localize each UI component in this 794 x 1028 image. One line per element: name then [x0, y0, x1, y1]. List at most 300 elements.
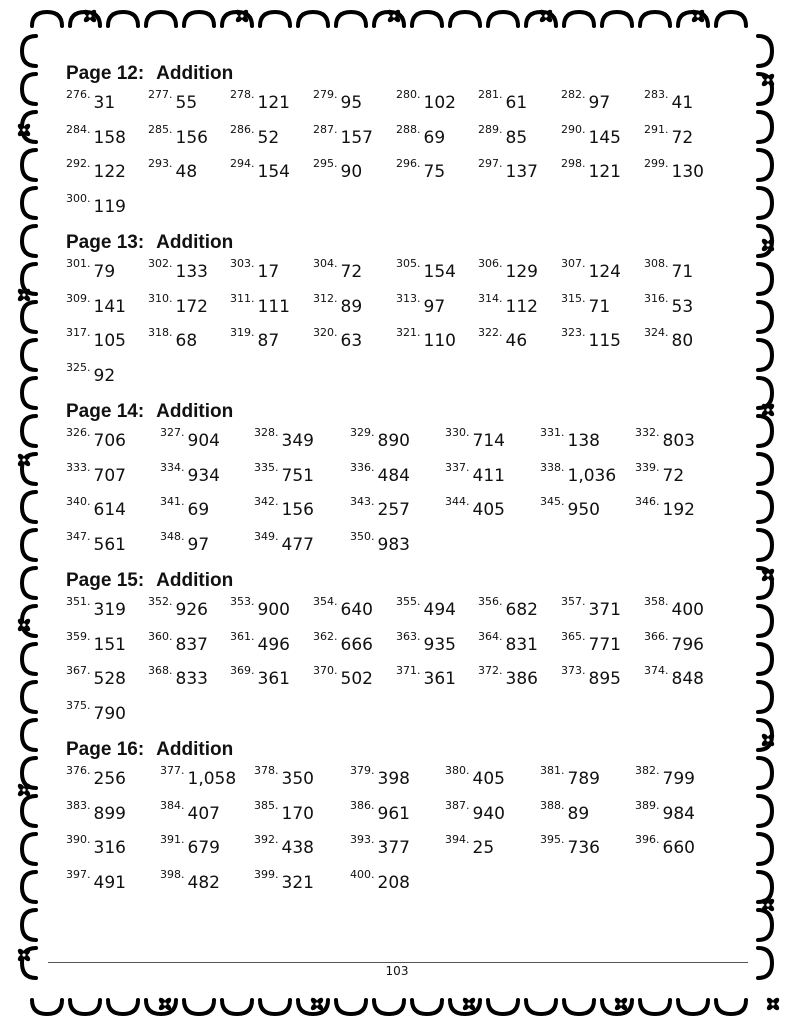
answer-item	[540, 424, 600, 459]
section-page-label: Page 16:	[66, 739, 145, 760]
answer-row	[66, 697, 756, 732]
problem-number: 365.	[561, 629, 586, 643]
answer-value: 72	[340, 262, 363, 282]
answer-value: 477	[281, 535, 314, 556]
problem-number: 380.	[445, 764, 470, 777]
flower-icon	[766, 997, 781, 1012]
flower-icon	[761, 403, 776, 418]
problem-number: 342.	[254, 495, 279, 509]
answer-value: 961	[377, 803, 410, 824]
answer-value: 484	[377, 465, 410, 486]
answer-value: 192	[662, 500, 695, 521]
scallop-curl	[22, 340, 36, 370]
problem-number: 307.	[561, 257, 586, 270]
flower-icon	[310, 997, 325, 1012]
scallop-curl	[758, 454, 772, 484]
problem-number: 364.	[478, 629, 503, 643]
problem-number: 387.	[445, 798, 470, 812]
answer-value: 714	[472, 431, 505, 451]
scallop-curl	[222, 12, 252, 26]
scallop-curl	[32, 12, 62, 26]
answer-item	[66, 359, 115, 394]
answer-value: 156	[281, 500, 314, 521]
problem-number: 385.	[254, 798, 279, 812]
answer-value: 386	[505, 669, 538, 690]
answer-value: 502	[340, 669, 373, 690]
answer-value: 119	[93, 197, 126, 218]
answer-value: 319	[93, 600, 126, 620]
answer-item	[66, 628, 126, 663]
problem-number: 299.	[644, 157, 669, 171]
answer-value: 482	[187, 873, 220, 894]
problem-number: 389.	[635, 798, 660, 812]
problem-number: 320.	[313, 326, 338, 340]
answer-value: 154	[423, 262, 456, 282]
scallop-curl	[108, 1000, 138, 1014]
answer-item	[540, 831, 600, 866]
scallop-curl	[450, 1000, 480, 1014]
problem-number: 331.	[540, 426, 565, 439]
answer-value: 407	[187, 803, 220, 824]
answer-value: 105	[93, 331, 126, 352]
scallop-curl	[678, 1000, 708, 1014]
answer-value: 257	[377, 500, 410, 521]
answer-item	[396, 290, 445, 325]
scallop-curl	[298, 12, 328, 26]
problem-number: 281.	[478, 88, 503, 101]
scallop-curl	[758, 36, 772, 66]
answer-row	[66, 528, 756, 563]
answer-row	[66, 290, 756, 325]
problem-number: 335.	[254, 460, 279, 474]
scallop-curl	[22, 150, 36, 180]
answer-item	[230, 121, 279, 156]
scallop-curl	[32, 1000, 62, 1014]
answer-value: 48	[175, 162, 198, 183]
scallop-curl	[602, 1000, 632, 1014]
answer-item	[561, 593, 621, 628]
scallop-curl	[564, 1000, 594, 1014]
answer-value: 55	[175, 93, 198, 113]
answer-value: 154	[257, 162, 290, 183]
answer-value: 133	[175, 262, 208, 282]
answer-item	[254, 831, 314, 866]
answer-item	[160, 866, 220, 901]
problem-number: 346.	[635, 495, 660, 509]
answer-item	[396, 155, 445, 190]
scallop-curl	[22, 872, 36, 902]
scallop-curl	[184, 12, 214, 26]
scallop-curl	[716, 1000, 746, 1014]
scallop-curl	[758, 720, 772, 750]
footer-rule	[48, 962, 748, 963]
answer-value: 528	[93, 669, 126, 690]
problem-number: 394.	[445, 833, 470, 847]
answer-row	[66, 762, 756, 797]
flower-icon	[761, 238, 776, 253]
problem-number: 349.	[254, 530, 279, 544]
answer-value: 789	[567, 769, 600, 789]
answer-item	[561, 290, 610, 325]
answer-value: 940	[472, 803, 505, 824]
section-title	[66, 738, 233, 762]
problem-number: 317.	[66, 326, 91, 340]
scallop-curl	[22, 834, 36, 864]
answer-value: 151	[93, 634, 126, 655]
answer-value: 137	[505, 162, 538, 183]
flower-icon	[235, 9, 250, 24]
problem-number: 308.	[644, 257, 669, 270]
answer-value: 121	[588, 162, 621, 183]
scallop-curl	[450, 12, 480, 26]
scallop-curl	[22, 910, 36, 940]
answer-value: 706	[93, 431, 126, 451]
problem-number: 395.	[540, 833, 565, 847]
answer-item	[478, 593, 538, 628]
answer-value: 71	[671, 262, 694, 282]
answer-value: 89	[340, 296, 363, 317]
problem-number: 305.	[396, 257, 421, 270]
answer-value: 895	[588, 669, 621, 690]
answer-item	[313, 86, 362, 121]
answer-value: 112	[505, 296, 538, 317]
scallop-curl	[22, 606, 36, 636]
answer-item	[66, 697, 126, 732]
answer-value: 561	[93, 535, 126, 556]
problem-number: 367.	[66, 664, 91, 678]
flower-icon	[17, 288, 32, 303]
answer-value: 80	[671, 331, 694, 352]
answer-value: 95	[340, 93, 363, 113]
answer-item	[350, 797, 410, 832]
problem-number: 357.	[561, 595, 586, 608]
scallop-curl	[260, 12, 290, 26]
answer-item	[644, 155, 704, 190]
answer-value: 371	[588, 600, 621, 620]
answer-item	[66, 593, 126, 628]
answer-value: 400	[671, 600, 704, 620]
problem-number: 388.	[540, 798, 565, 812]
answer-item	[540, 459, 616, 494]
scallop-curl	[146, 1000, 176, 1014]
problem-number: 359.	[66, 629, 91, 643]
answer-value: 130	[671, 162, 704, 183]
flower-icon	[83, 9, 98, 24]
problem-number: 362.	[313, 629, 338, 643]
problem-number: 319.	[230, 326, 255, 340]
answer-item	[350, 528, 410, 563]
scallop-curl	[488, 1000, 518, 1014]
problem-number: 321.	[396, 326, 421, 340]
answer-item	[66, 493, 126, 528]
answer-value: 90	[340, 162, 363, 183]
problem-number: 332.	[635, 426, 660, 439]
answer-item	[561, 255, 621, 290]
scallop-curl	[22, 226, 36, 256]
problem-number: 339.	[635, 460, 660, 474]
answer-value: 208	[377, 873, 410, 894]
problem-number: 352.	[148, 595, 173, 608]
problem-number: 290.	[561, 122, 586, 136]
scallop-curl	[640, 1000, 670, 1014]
problem-number: 334.	[160, 460, 185, 474]
answer-item	[350, 762, 410, 797]
section-topic: Addition	[156, 63, 234, 84]
answer-item	[66, 86, 115, 121]
answer-item	[160, 528, 209, 563]
flower-icon	[17, 123, 32, 138]
answer-value: 438	[281, 838, 314, 859]
flower-icon	[17, 453, 32, 468]
problem-number: 353.	[230, 595, 255, 608]
problem-number: 292.	[66, 157, 91, 171]
scallop-curl	[22, 530, 36, 560]
problem-number: 289.	[478, 122, 503, 136]
scallop-curl	[22, 74, 36, 104]
answer-value: 138	[567, 431, 600, 451]
answer-value: 170	[281, 803, 314, 824]
problem-number: 360.	[148, 629, 173, 643]
answer-row	[66, 359, 756, 394]
answer-value: 52	[257, 127, 280, 148]
problem-number: 382.	[635, 764, 660, 777]
answer-item	[254, 424, 314, 459]
scallop-curl	[146, 12, 176, 26]
answer-item	[160, 797, 220, 832]
flower-icon	[761, 568, 776, 583]
answer-item	[644, 86, 693, 121]
answer-value: 63	[340, 331, 363, 352]
answer-value: 679	[187, 838, 220, 859]
flower-icon	[462, 997, 477, 1012]
problem-number: 301.	[66, 257, 91, 270]
scallop-curl	[758, 530, 772, 560]
answer-item	[635, 831, 695, 866]
flower-icon	[761, 73, 776, 88]
scallop-curl	[336, 12, 366, 26]
scallop-curl	[22, 682, 36, 712]
scallop-curl	[758, 378, 772, 408]
section-title	[66, 400, 233, 424]
answer-row	[66, 324, 756, 359]
answer-row	[66, 593, 756, 628]
answer-item	[478, 86, 527, 121]
answer-value: 102	[423, 93, 456, 113]
problem-number: 282.	[561, 88, 586, 101]
problem-number: 311.	[230, 291, 255, 305]
flower-icon	[17, 618, 32, 633]
problem-number: 399.	[254, 868, 279, 882]
answer-value: 129	[505, 262, 538, 282]
answer-item	[561, 324, 621, 359]
problem-number: 340.	[66, 495, 91, 509]
scallop-curl	[260, 1000, 290, 1014]
answer-value: 349	[281, 431, 314, 451]
problem-number: 369.	[230, 664, 255, 678]
answer-value: 158	[93, 127, 126, 148]
scallop-curl	[678, 12, 708, 26]
answer-item	[148, 121, 208, 156]
answer-item	[313, 155, 362, 190]
answer-value: 75	[423, 162, 446, 183]
answer-value: 115	[588, 331, 621, 352]
scallop-curl	[22, 796, 36, 826]
problem-number: 374.	[644, 664, 669, 678]
problem-number: 372.	[478, 664, 503, 678]
answer-value: 831	[505, 634, 538, 655]
answer-row	[66, 866, 756, 901]
scallop-curl	[22, 492, 36, 522]
answer-value: 799	[662, 769, 695, 789]
answer-value: 53	[671, 296, 694, 317]
answer-value: 92	[93, 366, 116, 387]
flower-icon	[761, 733, 776, 748]
answer-item	[561, 121, 621, 156]
answer-item	[644, 121, 693, 156]
answer-item	[644, 255, 693, 290]
flower-icon	[158, 997, 173, 1012]
problem-number: 366.	[644, 629, 669, 643]
problem-number: 287.	[313, 122, 338, 136]
scallop-curl	[564, 12, 594, 26]
problem-number: 303.	[230, 257, 255, 270]
answer-item	[396, 324, 456, 359]
answer-value: 900	[257, 600, 290, 620]
answer-item	[66, 255, 115, 290]
answer-value: 411	[472, 465, 505, 486]
answer-item	[230, 155, 290, 190]
answer-value: 172	[175, 296, 208, 317]
answer-value: 837	[175, 634, 208, 655]
answer-item	[313, 324, 362, 359]
scallop-curl	[70, 12, 100, 26]
scallop-curl	[22, 112, 36, 142]
scallop-curl	[22, 720, 36, 750]
flower-icon	[17, 948, 32, 963]
answer-item	[313, 121, 373, 156]
answer-item	[561, 155, 621, 190]
section-title	[66, 231, 233, 255]
answer-item	[66, 797, 126, 832]
scallop-curl	[758, 758, 772, 788]
scallop-curl	[602, 12, 632, 26]
answer-value: 899	[93, 803, 126, 824]
problem-number: 284.	[66, 122, 91, 136]
answer-grid	[66, 424, 756, 563]
scallop-curl	[22, 416, 36, 446]
answer-item	[478, 324, 527, 359]
answer-row	[66, 797, 756, 832]
answer-item	[445, 797, 505, 832]
problem-number: 351.	[66, 595, 91, 608]
problem-number: 310.	[148, 291, 173, 305]
answer-value: 751	[281, 465, 314, 486]
answer-item	[396, 662, 456, 697]
answer-item	[160, 493, 209, 528]
answer-value: 904	[187, 431, 220, 451]
answer-value: 71	[588, 296, 611, 317]
answer-value: 122	[93, 162, 126, 183]
problem-number: 278.	[230, 88, 255, 101]
problem-number: 325.	[66, 361, 91, 375]
answer-item	[350, 459, 410, 494]
answer-item	[66, 762, 126, 797]
problem-number: 347.	[66, 530, 91, 544]
answer-value: 72	[662, 465, 685, 486]
answer-value: 405	[472, 500, 505, 521]
scallop-curl	[22, 568, 36, 598]
answer-value: 89	[567, 803, 590, 824]
scallop-curl	[758, 910, 772, 940]
problem-number: 378.	[254, 764, 279, 777]
scallop-curl	[758, 226, 772, 256]
scallop-curl	[758, 796, 772, 826]
problem-number: 330.	[445, 426, 470, 439]
section-page-label: Page 15:	[66, 570, 145, 591]
answer-value: 256	[93, 769, 126, 789]
scallop-curl	[758, 834, 772, 864]
answer-value: 361	[257, 669, 290, 690]
answer-row	[66, 121, 756, 156]
scallop-curl	[758, 150, 772, 180]
scallop-curl	[222, 1000, 252, 1014]
scallop-curl	[184, 1000, 214, 1014]
section-page-label: Page 14:	[66, 401, 145, 422]
answer-value: 950	[567, 500, 600, 521]
flower-icon	[17, 783, 32, 798]
problem-number: 322.	[478, 326, 503, 340]
answer-value: 17	[257, 262, 280, 282]
answer-item	[160, 459, 220, 494]
answer-grid	[66, 86, 756, 225]
problem-number: 285.	[148, 122, 173, 136]
answer-item	[478, 155, 538, 190]
problem-number: 354.	[313, 595, 338, 608]
problem-number: 294.	[230, 157, 255, 171]
answer-value: 79	[93, 262, 116, 282]
answer-value: 141	[93, 296, 126, 317]
scallop-curl	[758, 74, 772, 104]
answer-grid	[66, 593, 756, 732]
problem-number: 333.	[66, 460, 91, 474]
answer-value: 833	[175, 669, 208, 690]
answer-value: 1,036	[567, 465, 617, 486]
problem-number: 309.	[66, 291, 91, 305]
problem-number: 398.	[160, 868, 185, 882]
answer-grid	[66, 255, 756, 394]
problem-number: 377.	[160, 764, 185, 777]
answer-item	[445, 831, 494, 866]
problem-number: 381.	[540, 764, 565, 777]
answer-item	[254, 866, 314, 901]
answer-value: 660	[662, 838, 695, 859]
answer-value: 377	[377, 838, 410, 859]
problem-number: 323.	[561, 326, 586, 340]
answer-value: 68	[175, 331, 198, 352]
problem-number: 336.	[350, 460, 375, 474]
answer-value: 97	[423, 296, 446, 317]
scallop-curl	[336, 1000, 366, 1014]
problem-number: 291.	[644, 122, 669, 136]
section-topic: Addition	[156, 232, 234, 253]
answer-value: 640	[340, 600, 373, 620]
scallop-curl	[758, 340, 772, 370]
answer-value: 97	[187, 535, 210, 556]
problem-number: 293.	[148, 157, 173, 171]
answer-item	[445, 493, 505, 528]
problem-number: 376.	[66, 764, 91, 777]
scallop-curl	[526, 1000, 556, 1014]
